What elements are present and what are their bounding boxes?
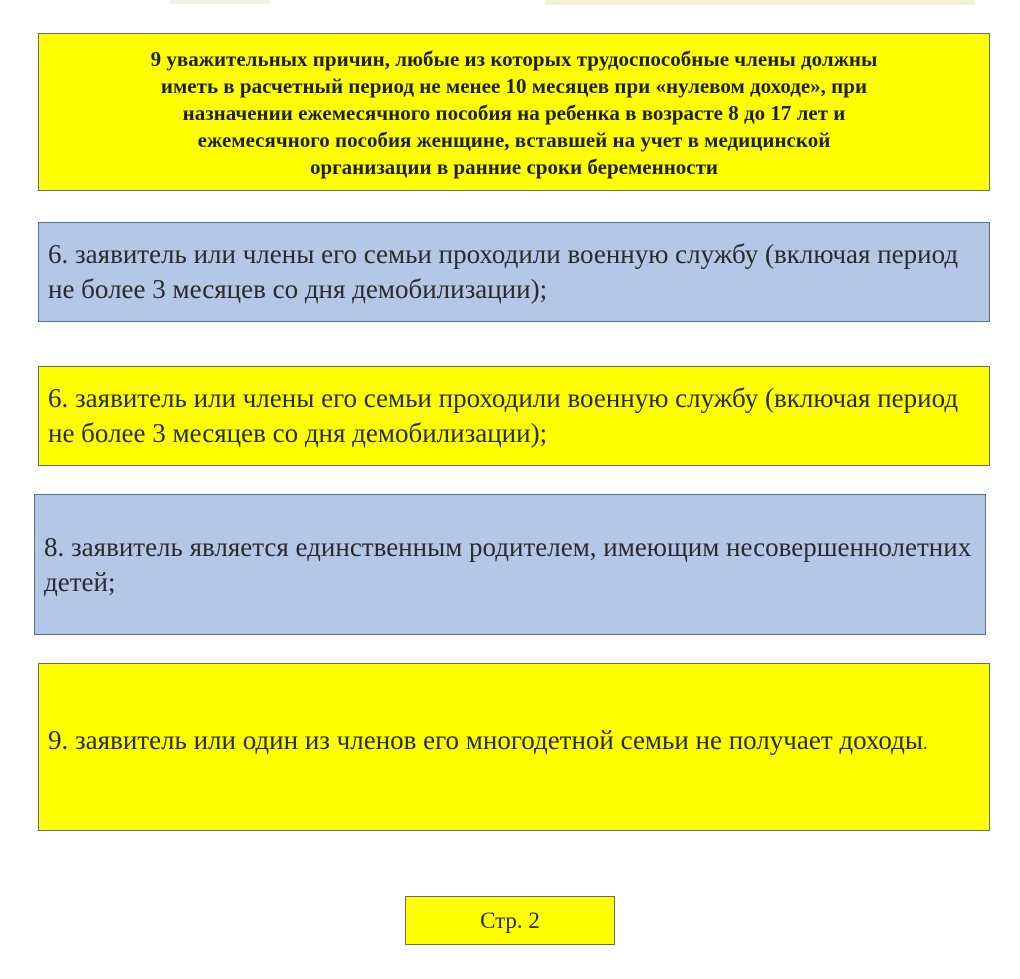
reason-text: 6. заявитель или члены его семьи проходили военную службу (включая период не более 3 месяцев со дня демобилизации); — [48, 383, 959, 448]
decorative-fragment — [545, 0, 975, 5]
header-box — [38, 33, 990, 191]
page-number-label: Стр. 2 — [480, 907, 540, 933]
header-line: 9 уважительных причин, любые из которых трудоспособные члены должны — [150, 46, 878, 71]
reason-box-single-parent — [34, 494, 986, 635]
reason-box-military-1 — [38, 222, 990, 322]
reason-text-period: . — [923, 733, 928, 753]
header-line: назначении ежемесячного пособия на ребенка в возрасте 8 до 17 лет и — [182, 100, 846, 125]
reason-box-large-family — [38, 663, 990, 831]
reason-text — [48, 723, 928, 761]
decorative-fragment — [170, 0, 270, 4]
top-decorative-strip — [0, 0, 1020, 8]
reason-text: 8. заявитель является единственным родителем, имеющим несовершеннолетних детей; — [44, 531, 972, 597]
header-line: организации в ранние сроки беременности — [309, 154, 719, 179]
reason-text-main: 9. заявитель или один из членов его многодетной семьи не получает доходы — [48, 725, 924, 755]
page-number-box — [405, 896, 615, 945]
header-line: ежемесячного пособия женщине, вставшей на учет в медицинской — [197, 127, 831, 152]
reason-text: 6. заявитель или члены его семьи проходили военную службу (включая период не более 3 месяцев со дня демобилизации); — [48, 239, 959, 304]
reason-box-military-2 — [38, 366, 990, 466]
header-line: иметь в расчетный период не менее 10 месяцев при «нулевом доходе», при — [160, 73, 868, 98]
header-text — [151, 46, 878, 181]
